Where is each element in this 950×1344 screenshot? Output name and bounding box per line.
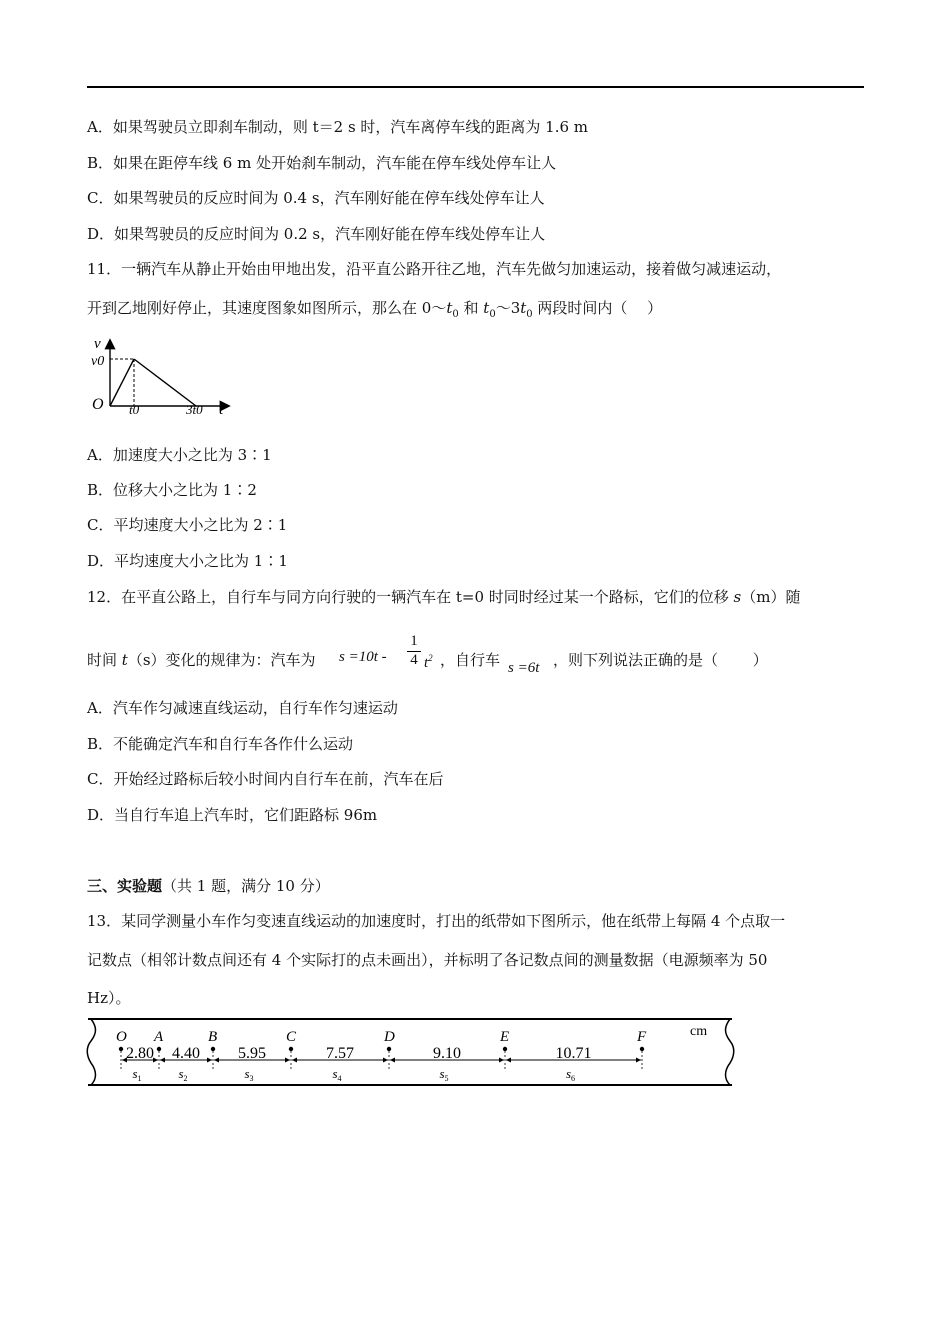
q11-stem-line1: 11．一辆汽车从静止开始由甲地出发，沿平直公路开往乙地，汽车先做匀加速运动，接着做匀减速运动， xyxy=(87,260,782,278)
tape-segment-label-s3: $s_3$ xyxy=(244,1066,254,1083)
tape-segment-label-s4: $s_4$ xyxy=(332,1066,342,1083)
fraction-denominator: 4 xyxy=(407,651,421,669)
q12-option-b: B．不能确定汽车和自行车各作什么运动 xyxy=(87,735,354,753)
fraction-numerator: 1 xyxy=(410,633,418,649)
tape-left-edge xyxy=(87,1019,95,1085)
q10-option-d: D．如果驾驶员的反应时间为 0.2 s，汽车刚好能在停车线处停车让人 xyxy=(87,225,546,243)
tape-dot-A xyxy=(157,1047,161,1051)
graph-accel-line xyxy=(110,359,134,406)
tape-distance-s4: 7.57 xyxy=(326,1045,354,1062)
tape-dot-O xyxy=(119,1047,123,1051)
q13-stem-line1: 13．某同学测量小车作匀变速直线运动的加速度时，打出的纸带如下图所示，他在纸带上每隔 4 个点取一 xyxy=(87,912,786,930)
graph-origin-label: O xyxy=(92,396,104,413)
fraction-one-quarter xyxy=(407,633,421,669)
graph-t-label: t xyxy=(219,402,224,417)
tape-point-label-O: O xyxy=(116,1029,127,1045)
tape-segment-label-s5: $s_5$ xyxy=(439,1066,449,1083)
q12-option-a: A．汽车作匀减速直线运动，自行车作匀速运动 xyxy=(87,699,398,717)
tape-arrowhead-left-s2 xyxy=(160,1058,165,1063)
tape-arrowhead-right-s6 xyxy=(636,1058,641,1063)
ticker-tape-figure xyxy=(86,1015,738,1087)
section-3-heading: 三、实验题（共 1 题，满分 10 分） xyxy=(87,877,330,895)
velocity-time-graph xyxy=(88,335,238,417)
tape-point-label-D: D xyxy=(384,1029,395,1045)
tape-arrowhead-left-s6 xyxy=(506,1058,511,1063)
q11-stem-line2: 开到乙地刚好停止，其速度图象如图所示，那么在 $0\sim t_0$ 和 $t_0\sim 3t_0$ 两段时间内（ ） xyxy=(87,299,663,320)
tape-point-label-F: F xyxy=(637,1029,647,1045)
tape-dot-B xyxy=(211,1047,215,1051)
tape-point-label-A: A xyxy=(154,1029,164,1045)
tape-dot-D xyxy=(387,1047,391,1051)
graph-v0-label: v0 xyxy=(91,354,105,369)
q13-stem-line3: Hz）。 xyxy=(87,989,131,1007)
graph-3t0-label: 3t0 xyxy=(186,402,203,417)
tape-point-label-E: E xyxy=(500,1029,510,1045)
tape-segment-label-s1: $s_1$ xyxy=(132,1066,142,1083)
q11-option-b: B．位移大小之比为 1∶2 xyxy=(87,481,257,499)
tape-distance-s2: 4.40 xyxy=(172,1045,200,1062)
q10-option-a: A．如果驾驶员立即刹车制动，则 t＝2 s 时，汽车离停车线的距离为 1.6 m xyxy=(87,118,589,136)
q12-option-d: D．当自行车追上汽车时，它们距路标 96m xyxy=(87,806,378,824)
graph-t0-label: t0 xyxy=(129,402,140,417)
q12-stem-line1: 12．在平直公路上，自行车与同方向行驶的一辆汽车在 t=0 时同时经过某一个路标，它们的位移 s（m）随 xyxy=(87,588,801,606)
q11-option-a: A．加速度大小之比为 3∶1 xyxy=(87,446,272,464)
tape-segment-label-s6: $s_6$ xyxy=(565,1066,576,1083)
q12-stem-line2-mid: ，自行车 xyxy=(440,651,501,669)
tape-point-label-B: B xyxy=(208,1029,218,1045)
q12-option-c: C．开始经过路标后较小时间内自行车在前，汽车在后 xyxy=(87,770,444,788)
q11-option-d: D．平均速度大小之比为 1∶1 xyxy=(87,552,288,570)
tape-arrowhead-right-s3 xyxy=(285,1058,290,1063)
tape-right-edge xyxy=(726,1019,734,1085)
q10-option-b: B．如果在距停车线 6 m 处开始刹车制动，汽车能在停车线处停车让人 xyxy=(87,154,557,172)
tape-dot-C xyxy=(289,1047,293,1051)
graph-v-label: v xyxy=(94,336,101,352)
bike-equation: s =6t xyxy=(508,660,540,676)
tape-unit-label: cm xyxy=(690,1024,708,1039)
graph-decel-line xyxy=(134,359,196,406)
q12-stem-line2-start: 时间 t（s）变化的规律为：汽车为 xyxy=(87,651,316,669)
q12-stem-line2-end: ，则下列说法正确的是（ ） xyxy=(553,651,768,669)
q13-stem-line2: 记数点（相邻计数点间还有 4 个实际打的点未画出），并标明了各记数点间的测量数据（电源频率为 50 xyxy=(87,951,768,969)
tape-distance-s6: 10.71 xyxy=(555,1045,592,1062)
tape-distance-s3: 5.95 xyxy=(238,1045,266,1062)
car-equation-left: s =10t - xyxy=(339,649,387,665)
tape-dot-F xyxy=(640,1047,644,1051)
q11-option-c: C．平均速度大小之比为 2∶1 xyxy=(87,516,288,534)
tape-point-label-C: C xyxy=(286,1029,297,1045)
tape-arrowhead-right-s5 xyxy=(499,1058,504,1063)
tape-distance-s1: 2.80 xyxy=(126,1045,154,1062)
tape-segment-label-s2: $s_2$ xyxy=(178,1066,188,1083)
tape-arrowhead-right-s2 xyxy=(207,1058,212,1063)
tape-arrowhead-left-s4 xyxy=(292,1058,297,1063)
tape-dot-E xyxy=(503,1047,507,1051)
tape-arrowhead-left-s3 xyxy=(214,1058,219,1063)
header-rule xyxy=(87,86,864,88)
q10-option-c: C．如果驾驶员的反应时间为 0.4 s，汽车刚好能在停车线处停车让人 xyxy=(87,189,545,207)
tape-arrowhead-left-s5 xyxy=(390,1058,395,1063)
tape-arrowhead-right-s4 xyxy=(383,1058,388,1063)
car-equation-right: $t^2$ xyxy=(424,653,433,671)
tape-distance-s5: 9.10 xyxy=(433,1045,461,1062)
